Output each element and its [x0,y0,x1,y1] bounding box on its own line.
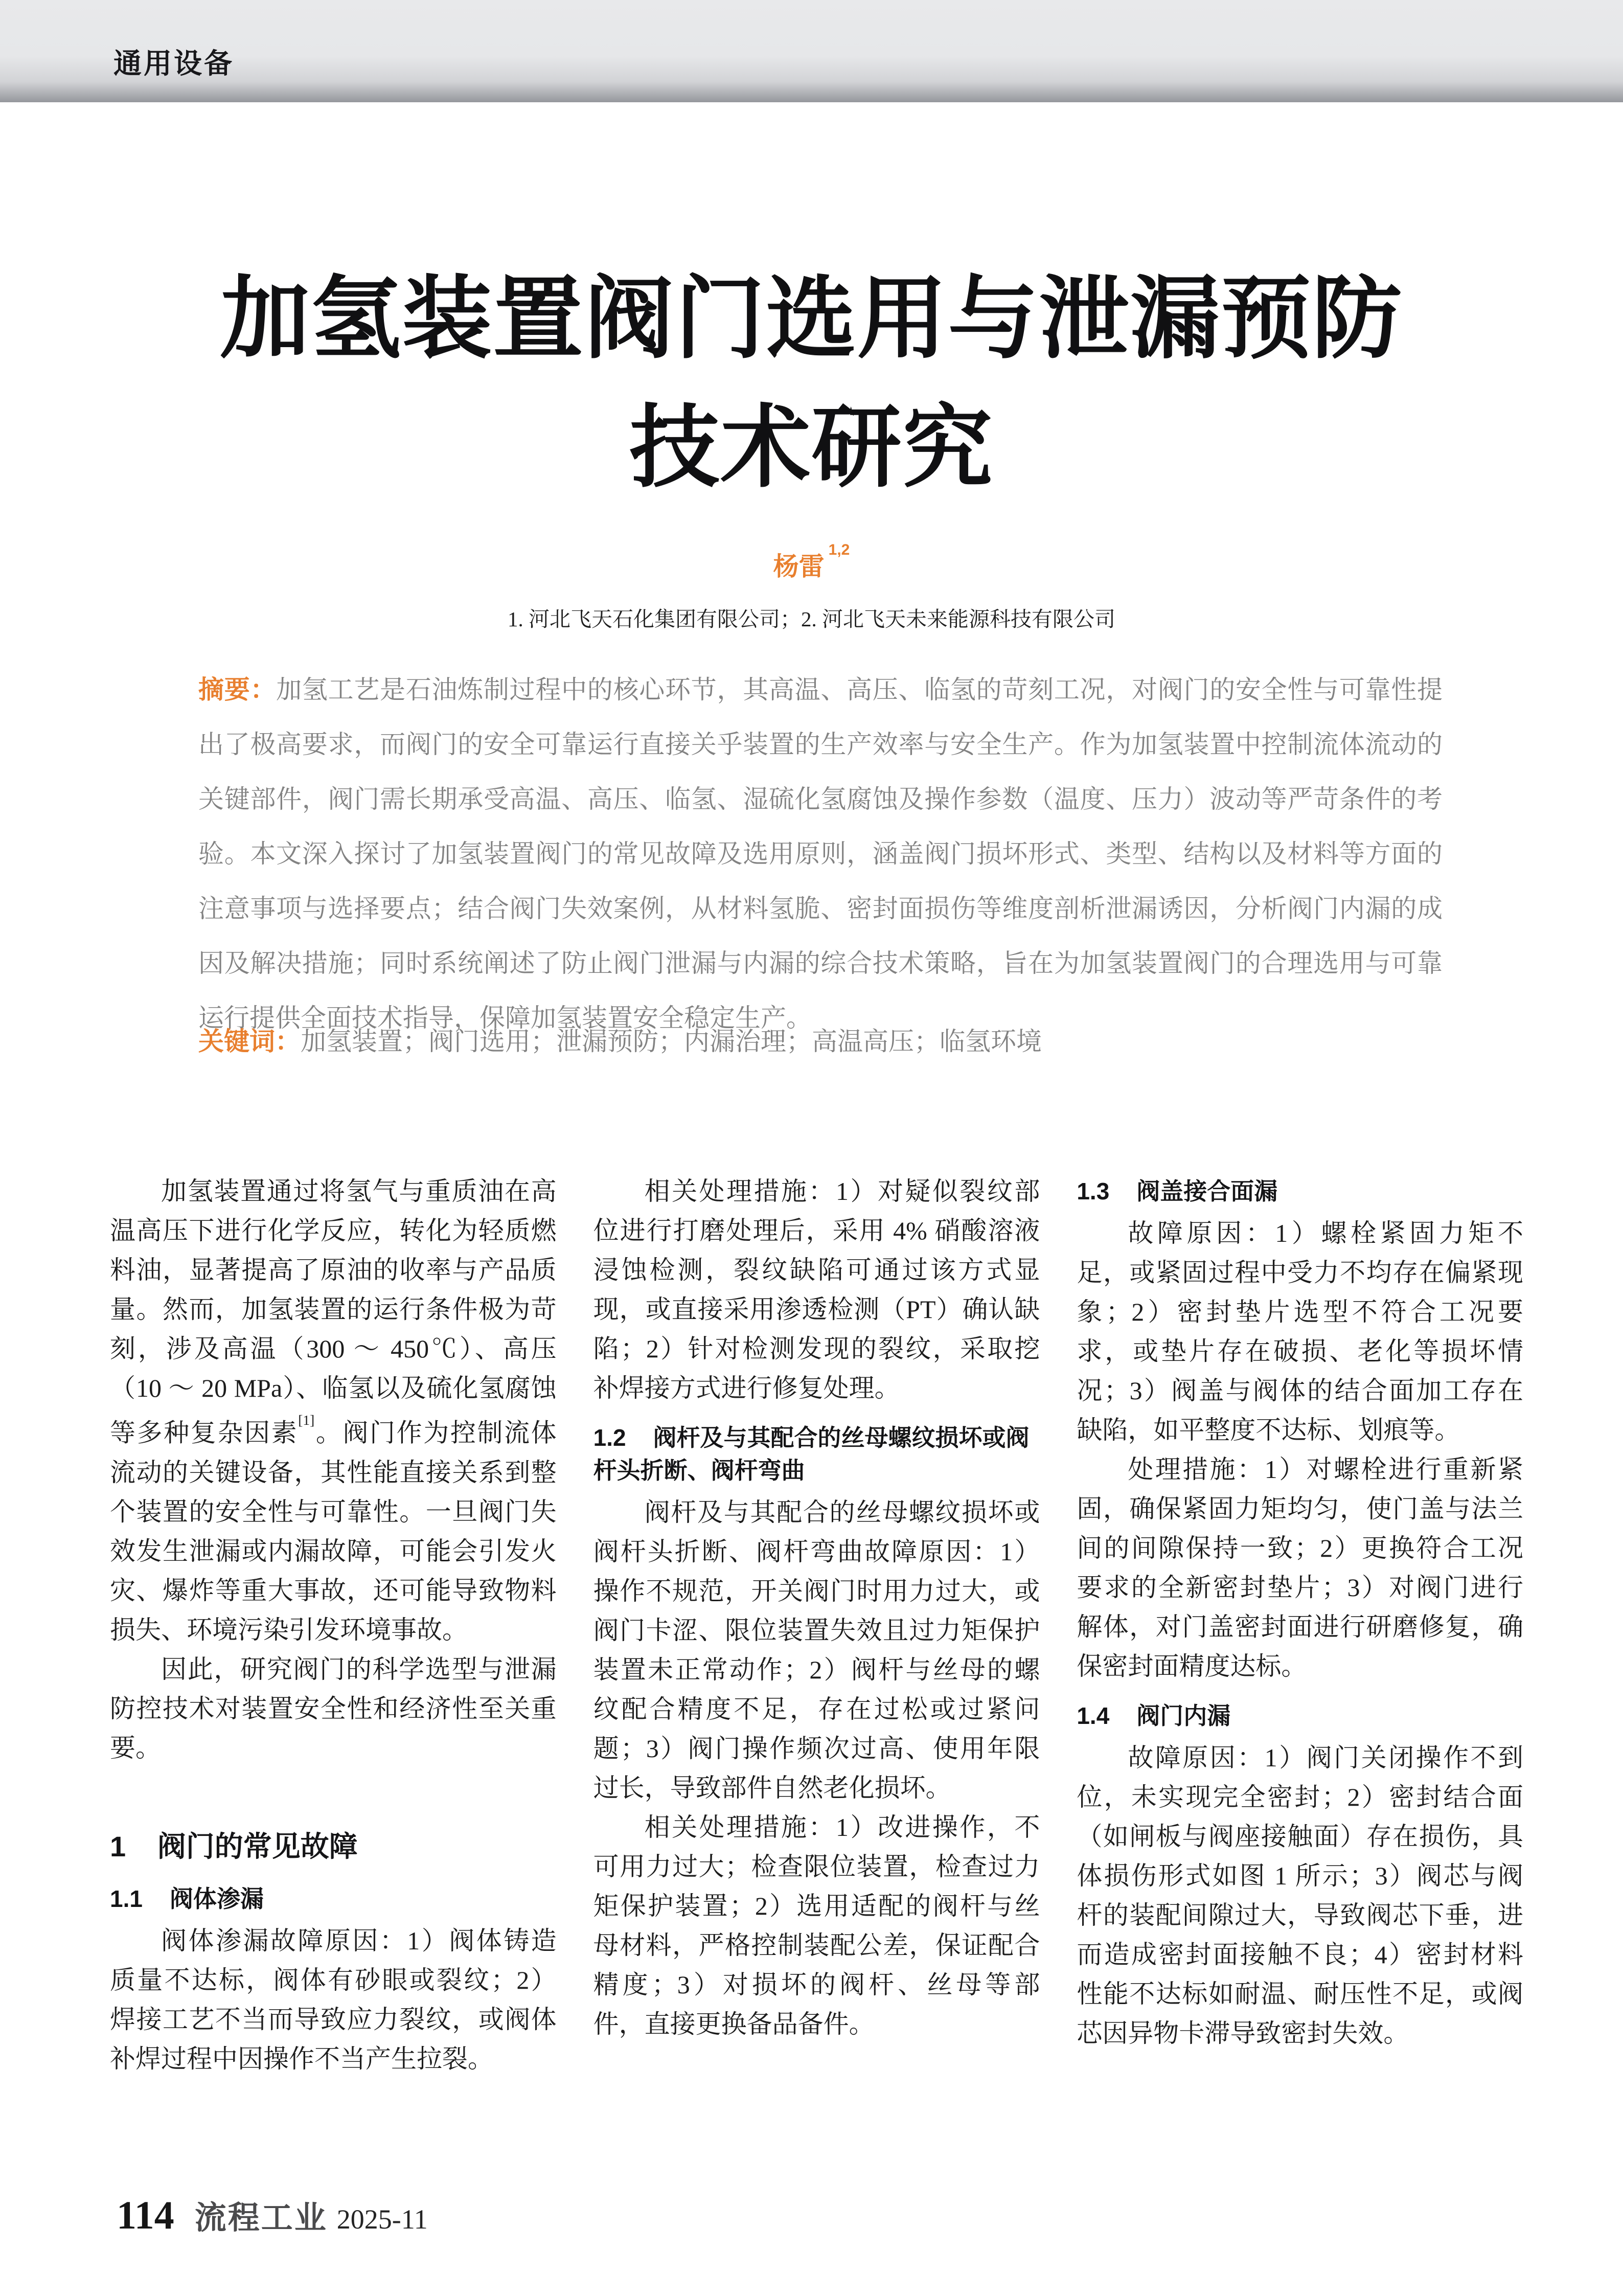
heading-text: 阀门内漏 [1136,1702,1231,1729]
body-paragraph: 处理措施：1）对螺栓进行重新紧固，确保紧固力矩均匀，使门盖与法兰间的间隙保持一致；2）更换符合工况要求的全新密封垫片；3）对阀门进行解体，对门盖密封面进行研磨修复，确保密封面精度达标。 [1077,1455,1524,1680]
body-paragraph: 阀杆及与其配合的丝母螺纹损坏或阀杆头折断、阀杆弯曲故障原因：1）操作不规范，开关阀门时用力过大，或阀门卡涩、限位装置失效且过力矩保护装置未正常动作；2）阀杆与丝母的螺纹配合精度不足，存在过松或过紧问题；3）阀门操作频次过高、使用年限过长，导致部件自然老化损坏。 [593,1498,1040,1802]
subsection-heading [1077,1175,1523,1208]
article-title-line2: 技术研究 [629,398,994,498]
issue-number: 2025-11 [336,2204,428,2235]
author-name: 杨雷 [773,552,825,581]
heading-number: 1.4 [1077,1702,1110,1729]
article-body [110,1172,1523,2079]
heading-text: 阀体渗漏 [169,1885,264,1912]
heading-text: 阀门的常见故障 [157,1830,358,1862]
heading-number: 1.2 [593,1424,626,1451]
body-column-3 [1077,1172,1523,2079]
body-paragraph: 加氢装置通过将氢气与重质油在高温高压下进行化学反应，转化为轻质燃料油，显著提高了原油的收率与产品质量。然而，加氢装置的运行条件极为苛刻，涉及高温（300 ～ 450℃）、高压（10 ～ 20 MPa）、临氢以及硫化氢腐蚀等多种复杂因素[1]。阀门作为控制流体流动的关键设备，其性能直接关系到整个装置的安全性与可靠性。一旦阀门失效发生泄漏或内漏故障，可能会引发火灾、爆炸等重大事故，还可能导致物料损失、环境污染引发环境事故。 [110,1177,557,1644]
heading-number: 1 [110,1830,126,1862]
body-paragraph: 故障原因：1）阀门关闭操作不到位，未实现完全密封；2）密封结合面（如闸板与阀座接触面）存在损伤，具体损伤形式如图 1 所示；3）阀芯与阀杆的装配间隙过大，导致阀芯下垂，进而造成密封面接触不良；4）密封材料性能不达标如耐温、耐压性不足，或阀芯因异物卡滞导致密封失效。 [1077,1743,1524,2048]
author-line [0,541,1623,583]
heading-text: 阀杆及与其配合的丝母螺纹损坏或阀杆头折断、阀杆弯曲 [593,1424,1030,1484]
heading-number: 1.1 [110,1885,143,1912]
body-paragraph: 故障原因：1）螺栓紧固力矩不足，或紧固过程中受力不均存在偏紧现象；2）密封垫片选型不符合工况要求，或垫片存在破损、老化等损坏情况；3）阀盖与阀体的结合面加工存在缺陷，如平整度不达标、划痕等。 [1077,1219,1524,1444]
keywords-text: 加氢装置；阀门选用；泄漏预防；内漏治理；高温高压；临氢环境 [301,1027,1042,1056]
subsection-heading [593,1421,1040,1487]
body-column-1 [110,1172,557,2079]
affiliation-line: 1. 河北飞天石化集团有限公司；2. 河北飞天未来能源科技有限公司 [508,607,1115,631]
body-paragraph: 相关处理措施：1）对疑似裂纹部位进行打磨处理后，采用 4% 硝酸溶液浸蚀检测，裂纹缺陷可通过该方式显现，或直接采用渗透检测（PT）确认缺陷；2）针对检测发现的裂纹，采取挖补焊接方式进行修复处理。 [593,1177,1040,1402]
heading-number: 1.3 [1077,1178,1110,1204]
author-affiliation-superscript: 1,2 [828,541,850,559]
page-footer [117,2192,428,2238]
header-band [0,0,1623,102]
heading-text: 阀盖接合面漏 [1136,1178,1278,1204]
subsection-heading [1077,1699,1523,1732]
journal-name: 流程工业 [194,2201,328,2236]
body-paragraph: 相关处理措施：1）改进操作，不可用力过大；检查限位装置，检查过力矩保护装置；2）选用适配的阀杆与丝母材料，严格控制装配公差，保证配合精度；3）对损坏的阀杆、丝母等部件，直接更换备品备件。 [593,1813,1040,2038]
abstract-block [198,663,1443,1045]
page-number: 114 [117,2193,174,2237]
body-column-2 [593,1172,1040,2079]
body-paragraph: 阀体渗漏故障原因：1）阀体铸造质量不达标，阀体有砂眼或裂纹；2）焊接工艺不当而导致应力裂纹，或阀体补焊过程中因操作不当产生拉裂。 [110,1926,557,2073]
keywords-label: 关键词： [198,1027,301,1056]
abstract-text: 加氢工艺是石油炼制过程中的核心环节，其高温、高压、临氢的苛刻工况，对阀门的安全性与可靠性提出了极高要求，而阀门的安全可靠运行直接关乎装置的生产效率与安全生产。作为加氢装置中控制流体流动的关键部件，阀门需长期承受高温、高压、临氢、湿硫化氢腐蚀及操作参数（温度、压力）波动等严苛条件的考验。本文深入探讨了加氢装置阀门的常见故障及选用原则，涵盖阀门损坏形式、类型、结构以及材料等方面的注意事项与选择要点；结合阀门失效案例，从材料氢脆、密封面损伤等维度剖析泄漏诱因，分析阀门内漏的成因及解决措施；同时系统阐述了防止阀门泄漏与内漏的综合技术策略，旨在为加氢装置阀门的合理选用与可靠运行提供全面技术指导，保障加氢装置安全稳定生产。 [198,675,1443,1032]
section-heading [110,1828,557,1865]
article-title-line1: 加氢装置阀门选用与泄漏预防 [220,269,1403,369]
abstract-label: 摘要： [198,675,277,704]
category-label: 通用设备 [113,48,235,79]
subsection-heading [110,1882,557,1915]
keywords-block [198,1024,1443,1059]
article-title [0,255,1623,512]
body-paragraph: 因此，研究阀门的科学选型与泄漏防控技术对装置安全性和经济性至关重要。 [110,1654,557,1762]
